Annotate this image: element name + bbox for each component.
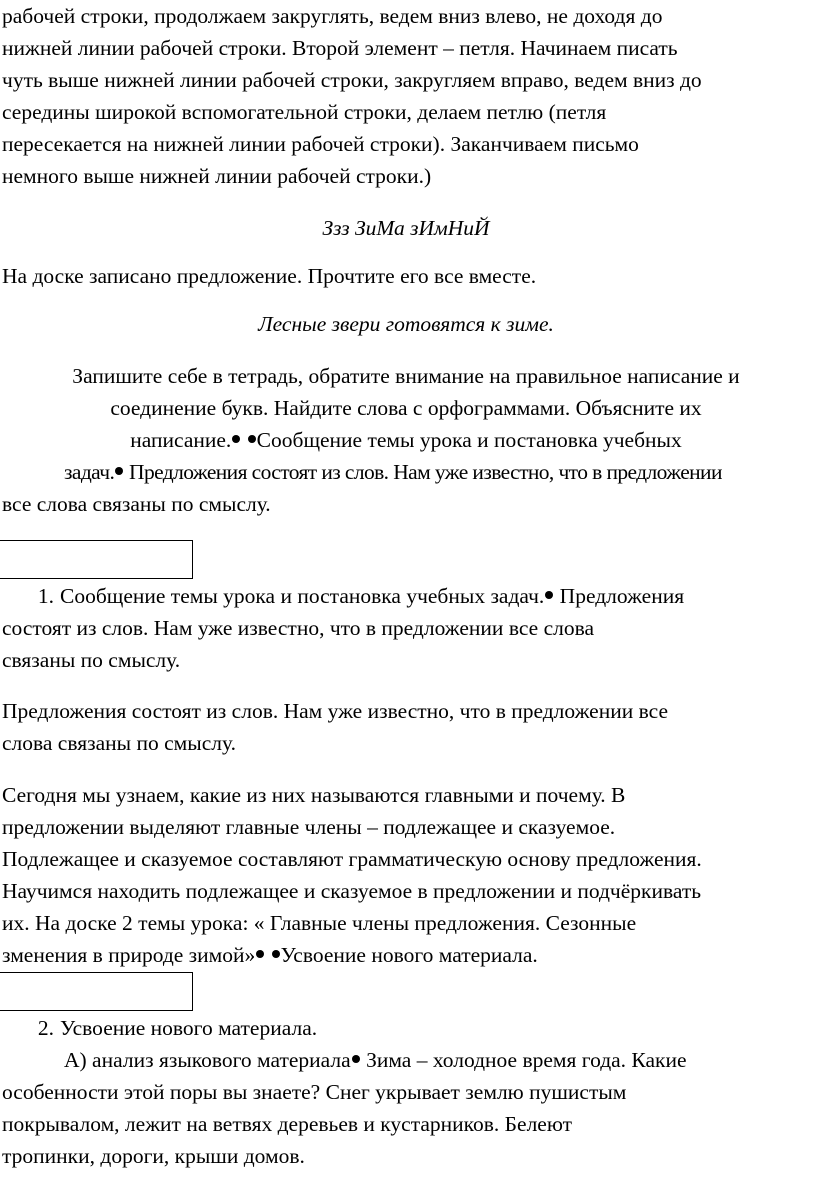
list-number: 2. xyxy=(37,1016,54,1040)
text-segment: зменения в природе зимой» xyxy=(2,943,256,967)
text-line: немного выше нижней линии рабочей строки.) xyxy=(2,164,432,188)
text-line: рабочей строки, продолжаем закруглять, ведем вниз влево, не доходя до xyxy=(2,4,663,28)
text-segment: написание. xyxy=(130,428,232,452)
text-segment: задач. xyxy=(64,460,115,484)
text-segment: Усвоение нового материала. xyxy=(60,1016,318,1040)
text-line: особенности этой поры вы знаете? Снег укрывает землю пушистым xyxy=(2,1080,627,1104)
text-segment: Зима – холодное время года. Какие xyxy=(360,1048,687,1072)
bullet-dot-icon xyxy=(115,467,123,475)
text-line: предложении выделяют главные члены – подлежащее и сказуемое. xyxy=(2,815,616,839)
text-segment: А) анализ языкового материала xyxy=(64,1048,351,1072)
text-line: середины широкой вспомогательной строки, делаем петлю (петля xyxy=(2,100,607,124)
text-line: соединение букв. Найдите слова с орфограммами. Объясните их xyxy=(110,396,702,420)
text-line: пересекается на нижней линии рабочей строки). Заканчиваем письмо xyxy=(2,132,639,156)
board-sentence: Лесные звери готовятся к зиме. xyxy=(258,312,554,336)
bullet-dot-icon xyxy=(352,1055,360,1063)
empty-frame xyxy=(0,540,193,579)
text-line: покрывалом, лежит на ветвях деревьев и кустарников. Белеют xyxy=(2,1112,573,1136)
text-line: Запишите себе в тетрадь, обратите внимание на правильное написание и xyxy=(72,364,740,388)
text-line: слова связаны по смыслу. xyxy=(2,731,236,755)
text-line: состоят из слов. Нам уже известно, что в предложении все слова xyxy=(2,616,594,640)
text-line: Предложения состоят из слов. Нам уже известно, что в предложении все xyxy=(2,699,668,723)
text-line xyxy=(2,1012,810,1044)
text-segment: Усвоение нового материала. xyxy=(280,943,538,967)
text-line: тропинки, дороги, крыши домов. xyxy=(2,1144,305,1168)
text-line xyxy=(64,1044,812,1076)
text-segment: Предложения xyxy=(554,584,685,608)
bullet-dot-icon xyxy=(272,950,280,958)
text-line: связаны по смыслу. xyxy=(2,648,181,672)
text-line: Научимся находить подлежащее и сказуемое в предложении и подчёркивать xyxy=(2,879,702,903)
sample-letters: Ззз ЗиМа зИмНиЙ xyxy=(322,216,490,240)
text-line: их. На доске 2 темы урока: « Главные члены предложения. Сезонные xyxy=(2,911,637,935)
text-line: Сегодня мы узнаем, какие из них называются главными и почему. В xyxy=(2,783,626,807)
text-line: чуть выше нижней линии рабочей строки, закругляем вправо, ведем вниз до xyxy=(2,68,702,92)
text-line xyxy=(2,939,810,971)
text-segment: Сообщение темы урока и постановка учебных xyxy=(256,428,682,452)
text-line xyxy=(2,424,810,456)
bullet-dot-icon xyxy=(232,435,240,443)
text-segment: Сообщение темы урока и постановка учебных задач. xyxy=(60,584,545,608)
empty-frame xyxy=(0,972,193,1011)
text-line xyxy=(64,456,816,488)
bullet-dot-icon xyxy=(248,435,256,443)
text-segment: Предложения состоят из слов. Нам уже известно, что в предложении xyxy=(124,460,722,484)
board-instruction: На доске записано предложение. Прочтите его все вместе. xyxy=(2,264,537,288)
text-line xyxy=(2,580,810,612)
bullet-dot-icon xyxy=(256,950,264,958)
text-line: нижней линии рабочей строки. Второй элемент – петля. Начинаем писать xyxy=(2,36,678,60)
list-number: 1. xyxy=(37,584,54,608)
text-line: все слова связаны по смыслу. xyxy=(2,492,271,516)
bullet-dot-icon xyxy=(545,591,553,599)
text-line: Подлежащее и сказуемое составляют грамматическую основу предложения. xyxy=(2,847,702,871)
